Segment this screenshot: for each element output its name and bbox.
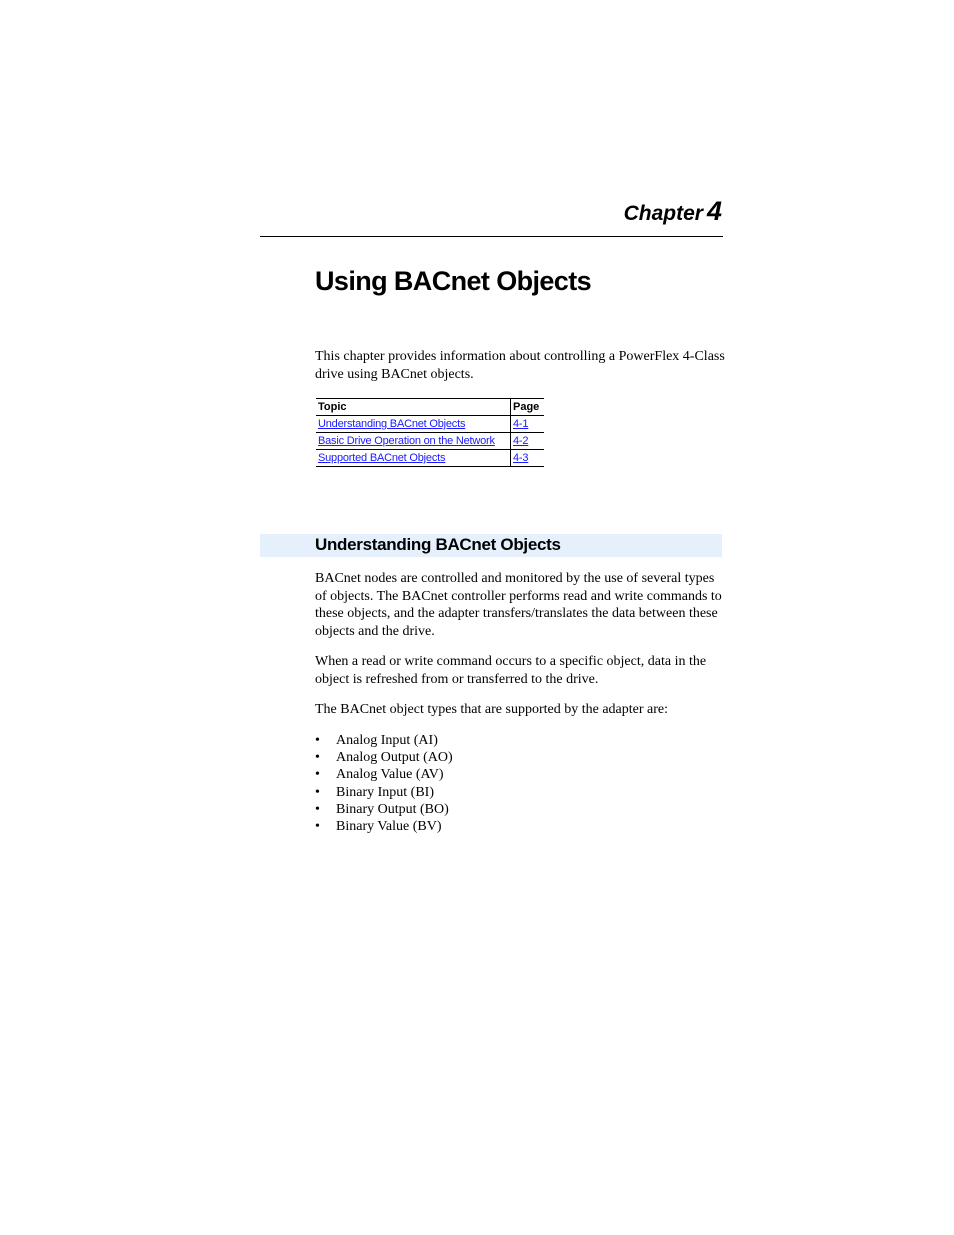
list-item: • Analog Output (AO) [315,750,453,766]
chapter-heading [624,196,722,227]
topic-column-header: Topic [316,399,511,416]
section-paragraph-2: When a read or write command occurs to a specific object, data in the object is refreshed from or transferred to the drive. [315,654,707,687]
table-row [316,450,544,467]
table-row [316,416,544,433]
page-link-understanding[interactable]: 4-1 [513,418,529,430]
topic-link-supported-objects[interactable]: Supported BACnet Objects [318,452,446,464]
list-item: • Binary Value (BV) [315,819,442,835]
bullet-icon: • [315,733,320,748]
topic-link-basic-operation[interactable]: Basic Drive Operation on the Network [318,435,495,447]
page-link-supported-objects[interactable]: 4-3 [513,452,529,464]
section-paragraph-3: The BACnet object types that are supported by the adapter are: [315,702,668,717]
bullet-icon: • [315,819,320,835]
chapter-label: Chapter [623,202,703,225]
topic-table [316,398,544,467]
section-paragraph-1: BACnet nodes are controlled and monitored by the use of several types of objects. The BACnet controller performs read and write commands to these objects, and the adapter transfers/translates the data between these objects and the drive. [315,571,722,639]
page-link-basic-operation[interactable]: 4-2 [513,435,529,447]
bullet-icon: • [315,767,320,783]
intro-paragraph: This chapter provides information about controlling a PowerFlex 4-Class drive using BACnet objects. [315,349,725,382]
object-type-list [315,732,453,835]
topic-table-header [316,399,544,416]
bullet-icon: • [315,801,320,817]
list-item: • Analog Input (AI) [315,733,438,748]
page-column-header: Page [511,399,545,416]
bullet-icon: • [315,750,320,766]
list-item: • Analog Value (AV) [315,767,444,783]
section-title: Understanding BACnet Objects [315,535,561,554]
list-item: • Binary Input (BI) [315,784,434,800]
list-item: • Binary Output (BO) [315,801,449,817]
bullet-icon: • [315,784,320,800]
chapter-rule [260,236,723,237]
page-title: Using BACnet Objects [315,266,592,296]
chapter-number: 4 [706,196,722,226]
table-row [316,433,544,450]
topic-link-understanding[interactable]: Understanding BACnet Objects [318,418,466,430]
